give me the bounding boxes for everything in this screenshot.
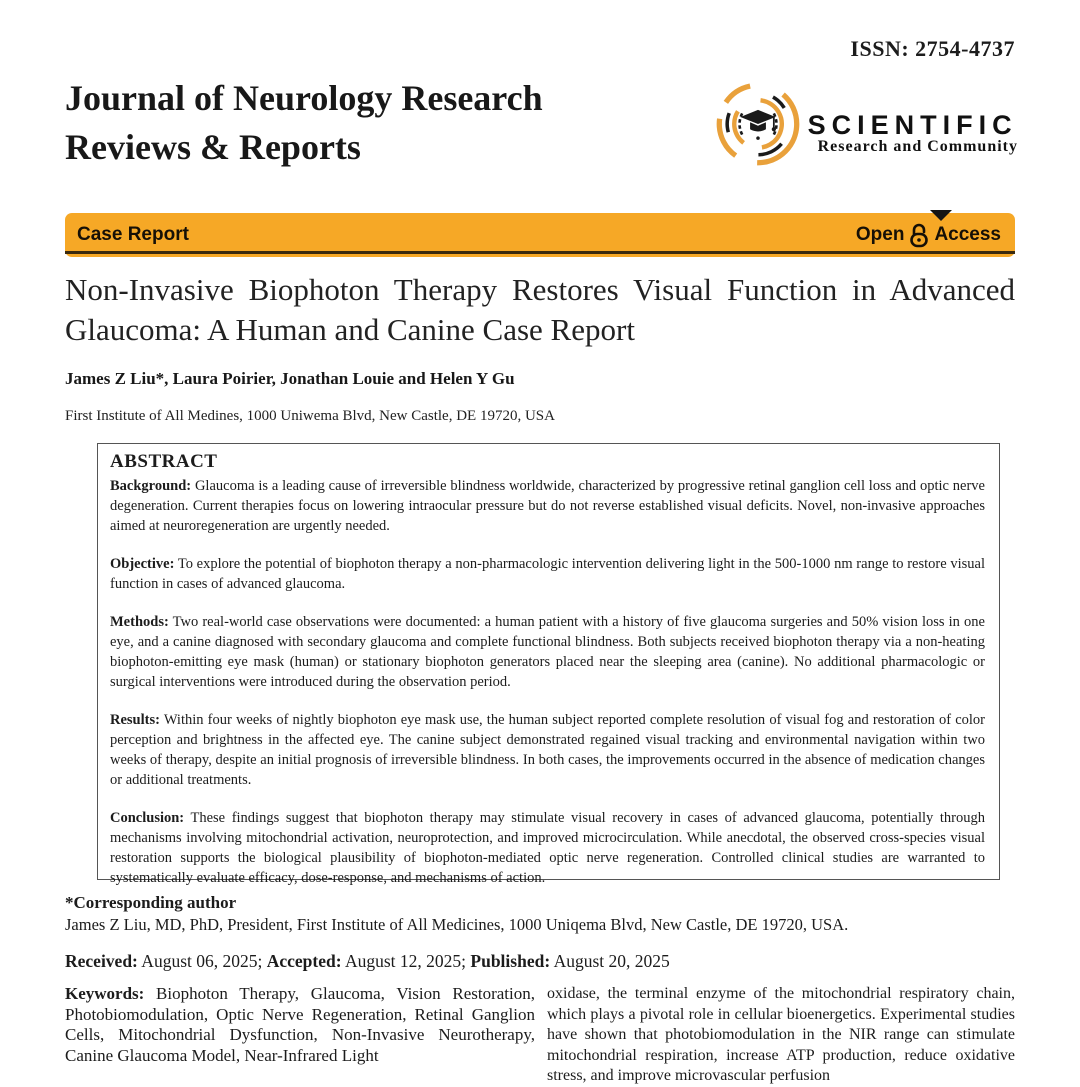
article-type-banner bbox=[65, 213, 1015, 257]
abstract-conclusion-label: Conclusion: bbox=[110, 810, 185, 826]
publisher-logo bbox=[714, 80, 1018, 173]
abstract-methods-text: Two real-world case observations were documented: a human patient with a history of five glaucoma surgeries and 50% vision loss in one eye, and a canine diagnosed with secondary glaucoma and complete functional blindness. Both subjects received biophoton therapy via a non-heating biophoton-emitting eye mask (human) or stationary biophoton generators placed near the sleeping area (canine). No additional pharmacologic or surgical interventions were introduced during the observation period. bbox=[110, 614, 985, 690]
abstract-background bbox=[110, 476, 985, 536]
open-access-badge bbox=[856, 222, 1001, 248]
journal-title bbox=[65, 74, 543, 172]
accepted-label: Accepted: bbox=[266, 951, 342, 971]
abstract-background-text: Glaucoma is a leading cause of irreversible blindness worldwide, characterized by progressive retinal ganglion cell loss and optic nerve degeneration. Current therapies focus on lowering intraocular pressure but do not reverse established visual deficits. Novel, non-invasive approaches aimed at neuroregeneration are urgently needed. bbox=[110, 478, 985, 534]
published-value: August 20, 2025 bbox=[550, 951, 670, 971]
paper-title: Non-Invasive Biophoton Therapy Restores Visual Function in Advanced Glaucoma: A Human and Canine Case Report bbox=[65, 272, 1015, 347]
abstract-conclusion bbox=[110, 808, 985, 888]
open-access-word-access: Access bbox=[934, 224, 1001, 245]
abstract-results bbox=[110, 710, 985, 790]
publisher-logo-icon bbox=[714, 80, 802, 173]
issn-number: ISSN: 2754-4737 bbox=[850, 36, 1015, 61]
publisher-name: SCIENTIFIC bbox=[807, 109, 1018, 140]
open-lock-icon bbox=[909, 222, 929, 248]
publisher-logo-text bbox=[807, 109, 1018, 156]
corresponding-author-heading: *Corresponding author bbox=[65, 893, 237, 912]
abstract-box bbox=[97, 443, 1000, 886]
received-label: Received: bbox=[65, 951, 138, 971]
keywords-paragraph bbox=[65, 984, 535, 1066]
abstract-results-label: Results: bbox=[110, 712, 160, 728]
published-label: Published: bbox=[470, 951, 551, 971]
publisher-tagline: Research and Community bbox=[817, 137, 1018, 155]
abstract-objective-text: To explore the potential of biophoton therapy a non-pharmacologic intervention delivering light in the 500-1000 nm range to restore visual function in cases of advanced glaucoma. bbox=[110, 556, 985, 592]
journal-title-line2: Reviews & Reports bbox=[65, 127, 361, 167]
affiliation-line: First Institute of All Medines, 1000 Uniwema Blvd, New Castle, DE 19720, USA bbox=[65, 408, 555, 424]
abstract-results-text: Within four weeks of nightly biophoton eye mask use, the human subject reported complete resolution of visual fog and restoration of color perception and brightness in the affected eye. The canine subject demonstrated regained visual tracking and environmental navigation within two weeks of therapy, despite an initial prognosis of irreversible blindness. In both cases, the improvements occurred in the absence of medication changes or additional treatments. bbox=[110, 712, 985, 788]
abstract-objective-label: Objective: bbox=[110, 556, 175, 572]
accepted-value: August 12, 2025; bbox=[341, 951, 471, 971]
keywords-text: Biophoton Therapy, Glaucoma, Vision Restoration, Photobiomodulation, Optic Nerve Regeneration, Retinal Ganglion Cells, Mitochondrial Dysfunction, Non-Invasive Neurotherapy, Canine Glaucoma Model, Near-Infrared Light bbox=[65, 984, 535, 1065]
banner-rule bbox=[65, 251, 1015, 254]
article-dates bbox=[65, 951, 670, 972]
abstract-conclusion-text: These findings suggest that biophoton therapy may stimulate visual recovery in cases of advanced glaucoma, potentially through mechanisms involving mitochondrial activation, neuroprotection, and improved microcirculation. While anecdotal, the observed cross-species visual restoration supports the biological plausibility of biophoton-mediated optic nerve regeneration. Controlled clinical studies are warranted to systematically evaluate efficacy, dose-response, and mechanisms of action. bbox=[110, 810, 985, 886]
body-right-column: oxidase, the terminal enzyme of the mitochondrial respiratory chain, which plays a pivotal role in cellular bioenergetics. Experimental studies have shown that photobiomodulation in the NIR range can stimulate mitochondrial respiration, increase ATP production, reduce oxidative stress, and improve microvascular perfusion bbox=[547, 985, 1015, 1084]
article-type-label: Case Report bbox=[77, 224, 189, 245]
triangle-down-icon bbox=[930, 210, 952, 221]
received-value: August 06, 2025; bbox=[137, 951, 267, 971]
corresponding-author-text: James Z Liu, MD, PhD, President, First Institute of All Medicines, 1000 Uniqema Blvd, New Castle, DE 19720, USA. bbox=[65, 915, 849, 934]
abstract-heading: ABSTRACT bbox=[110, 451, 218, 472]
keywords-label: Keywords: bbox=[65, 984, 145, 1003]
abstract-objective bbox=[110, 554, 985, 594]
open-access-word-open: Open bbox=[855, 224, 905, 245]
abstract-methods-label: Methods: bbox=[110, 614, 169, 630]
abstract-background-label: Background: bbox=[110, 478, 192, 494]
journal-title-line1: Journal of Neurology Research bbox=[65, 78, 543, 118]
authors-line: James Z Liu*, Laura Poirier, Jonathan Louie and Helen Y Gu bbox=[65, 369, 515, 388]
abstract-methods bbox=[110, 612, 985, 692]
